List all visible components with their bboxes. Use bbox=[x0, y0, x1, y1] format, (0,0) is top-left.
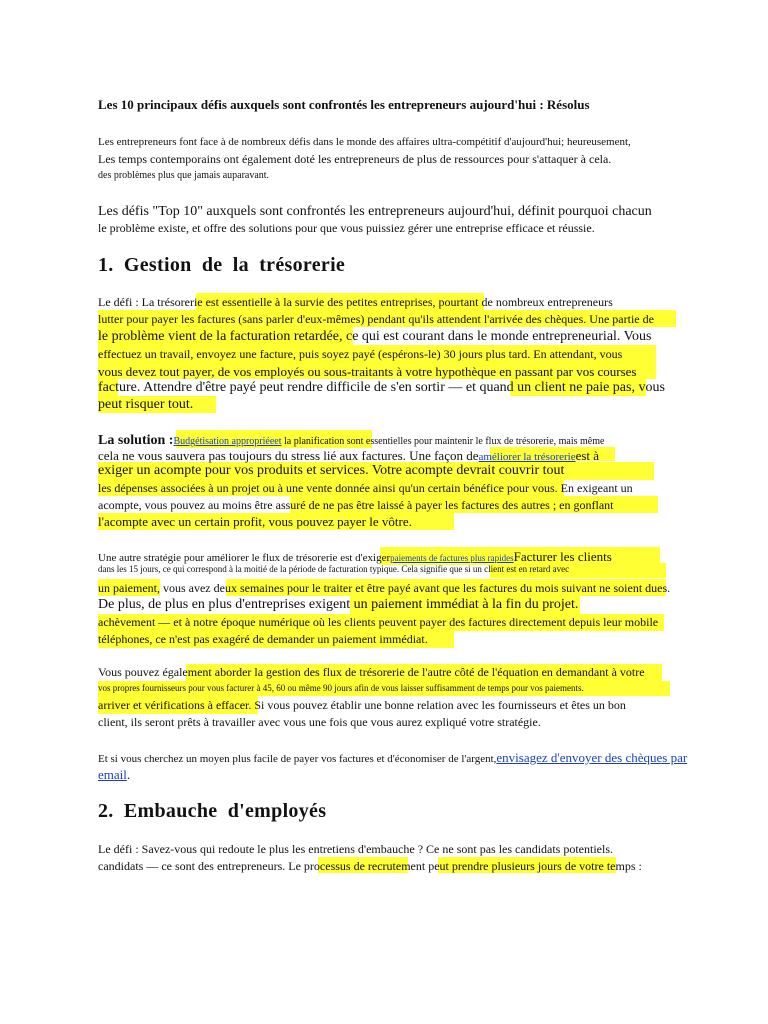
p3-text-end: Facturer les clients bbox=[513, 549, 612, 564]
s2-line-2: candidats — ce sont des entrepreneurs. Le processus de recrutement peut prendre plusieurs jours de votre temps : bbox=[98, 859, 642, 873]
p5-period: . bbox=[126, 767, 131, 782]
email-link[interactable]: email bbox=[98, 767, 127, 782]
s1-solution-line-5: acompte, vous pouvez au moins être assuré de ne pas être laissé à payer les factures des autres ; en gonflant bbox=[98, 498, 614, 512]
email-cheques-link[interactable]: envisagez d'envoyer des chèques par bbox=[496, 750, 688, 765]
p5-text: Et si vous cherchez un moyen plus facile de payer vos factures et d'économiser de l'argent, bbox=[98, 753, 497, 765]
s1-p5-line-1 bbox=[98, 749, 687, 767]
s1-defi-line-1: Le défi : La trésorerie est essentielle à la survie des petites entreprises, pourtant de nombreux entrepreneurs bbox=[98, 295, 613, 309]
s1-solution-line-4: les dépenses associées à un projet ou à une vente donnée ainsi qu'un certain bénéfice pour vous. En exigeant un bbox=[98, 481, 633, 495]
s1-p3-line-4: De plus, de plus en plus d'entreprises exigent un paiement immédiat à la fin du projet. bbox=[98, 597, 579, 612]
solution-text: la planification sont essentielles pour maintenir le flux de trésorerie, mais même bbox=[281, 436, 605, 447]
s2-line-1: Le défi : Savez-vous qui redoute le plus les entretiens d'embauche ? Ce ne sont pas les candidats potentiels. bbox=[98, 842, 614, 856]
s1-p4-line-3: arriver et vérifications à effacer. Si vous pouvez établir une bonne relation avec les fournisseurs et êtes un bon bbox=[98, 698, 626, 712]
solution-line-2-text: cela ne vous sauvera pas toujours du stress lié aux factures. Une façon de bbox=[98, 448, 479, 463]
s1-p3-line-6: téléphones, ce n'est pas exagéré de demander un paiement immédiat. bbox=[98, 632, 428, 646]
intro2-line-1: Les défis "Top 10" auxquels sont confrontés les entrepreneurs aujourd'hui, définit pourquoi chacun bbox=[98, 204, 652, 219]
s1-p4-line-2: vos propres fournisseurs pour vous facturer à 45, 60 ou même 90 jours afin de vous laisser suffisamment de temps pour vos paiements. bbox=[98, 683, 584, 693]
s1-p4-line-1: Vous pouvez également aborder la gestion des flux de trésorerie de l'autre côté de l'équation en demandant à votre bbox=[98, 665, 645, 679]
s1-defi-line-7: peut risquer tout. bbox=[98, 397, 194, 412]
intro-line-1: Les entrepreneurs font face à de nombreux défis dans le monde des affaires ultra-compétitif d'aujourd'hui; heureusement, bbox=[98, 136, 631, 148]
s1-defi-line-2: lutter pour payer les factures (sans parler d'eux-mêmes) pendant qu'ils attendent l'arrivée des chèques. Une partie de bbox=[98, 312, 654, 326]
s1-solution-line-6: l'acompte avec un certain profit, vous pouvez payer le vôtre. bbox=[98, 514, 412, 529]
intro2-line-2: le problème existe, et offre des solutions pour que vous puissiez gérer une entreprise efficace et réussie. bbox=[98, 221, 595, 235]
improve-cashflow-link[interactable]: améliorer la trésorerie bbox=[478, 451, 576, 463]
s1-defi-line-5: vous devez tout payer, de vos employés ou sous-traitants à votre hypothèque en passant par vos courses bbox=[98, 364, 637, 379]
section-2-heading: 2. Embauche d'employés bbox=[98, 800, 327, 822]
s1-p3-line-2: dans les 15 jours, ce qui correspond à la moitié de la période de facturation typique. Cela signifie que si un client est en retard avec bbox=[98, 564, 570, 574]
s1-solution-line-3: exiger un acompte pour vos produits et services. Votre acompte devrait couvrir tout bbox=[98, 463, 565, 478]
s1-p4-line-4: client, ils seront prêts à travailler avec vous une fois que vous aurez expliqué votre stratégie. bbox=[98, 715, 541, 729]
s1-p3-line-5: achèvement — et à notre époque numérique où les clients peuvent payer des factures directement depuis leur mobile bbox=[98, 615, 659, 629]
s1-defi-line-4: effectuez un travail, envoyez une facture, puis soyez payé (espérons-le) 30 jours plus tard. En attendant, vous bbox=[98, 347, 623, 361]
s1-p5-line-2 bbox=[98, 766, 130, 784]
s1-defi-line-6: facture. Attendre d'être payé peut rendre difficile de s'en sortir — et quand un client ne paie pas, vous bbox=[98, 380, 665, 395]
document-title: Les 10 principaux défis auxquels sont confrontés les entrepreneurs aujourd'hui : Résolus bbox=[98, 97, 590, 112]
p3-text: Une autre stratégie pour améliorer le flux de trésorerie est d'exiger bbox=[98, 552, 391, 564]
s1-p3-line-3: un paiement, vous avez deux semaines pour le traiter et être payé avant que les factures du mois suivant ne soient dues. bbox=[98, 581, 671, 595]
solution-label: La solution : bbox=[98, 433, 174, 448]
intro-line-2: Les temps contemporains ont également doté les entrepreneurs de plus de ressources pour s'attaquer à cela. bbox=[98, 152, 612, 166]
s1-defi-line-3: le problème vient de la facturation retardée, ce qui est courant dans le monde entrepreneurial. Vous bbox=[98, 329, 652, 344]
budget-link[interactable]: Budgétisation appropriéeet bbox=[173, 436, 282, 447]
faster-payments-link[interactable]: paiements de factures plus rapides bbox=[390, 553, 514, 563]
solution-line-2-end: est à bbox=[575, 448, 600, 463]
intro-line-3: des problèmes plus que jamais auparavant. bbox=[98, 170, 270, 181]
section-1-heading: 1. Gestion de la trésorerie bbox=[98, 254, 346, 276]
